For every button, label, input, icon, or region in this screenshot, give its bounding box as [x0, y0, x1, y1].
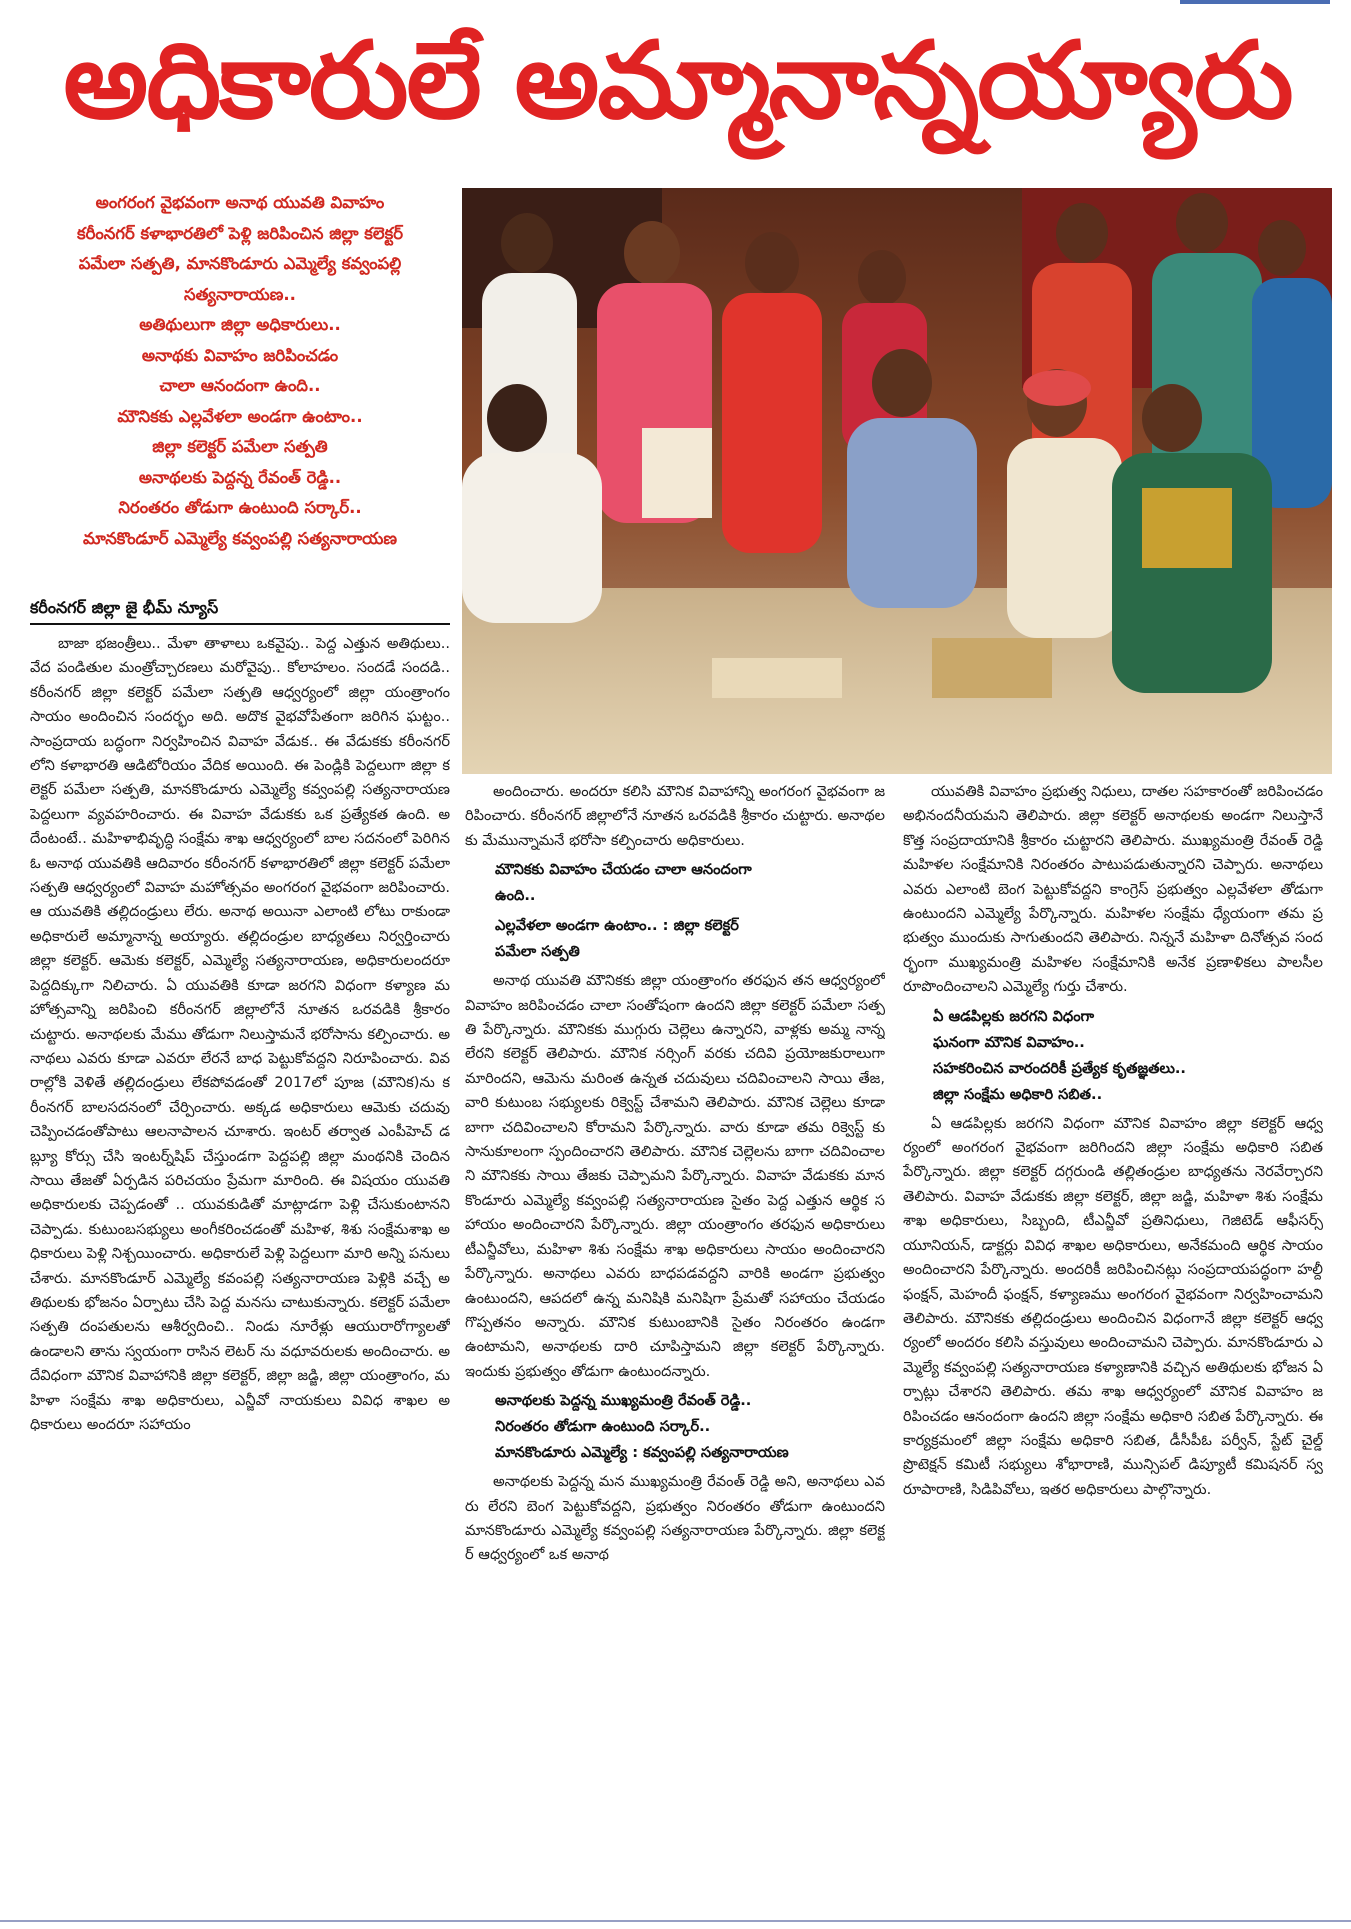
subhead-line: సత్యనారాయణ.. — [184, 284, 296, 304]
section-heading-line: నిరంతరం తోడుగా ఉంటుంది సర్కార్.. — [495, 1418, 711, 1436]
paragraph: అందించారు. అందరూ కలిసి మౌనిక వివాహాన్ని అంగరంగ వైభవంగా జరిపించారు. కరీంనగర్ జిల్లాలోనే నూతన ఒరవడికి శ్రీకారం చుట్టారు. అనాథలకు మేమున్నామనే భరోసా కల్పించారు అధికారులు. — [465, 783, 885, 849]
section-heading-line: జిల్లా సంక్షేమ అధికారి సబిత.. — [933, 1085, 1103, 1103]
paragraph: అనాథలకు పెద్దన్న మన ముఖ్యమంత్రి రేవంత్ రెడ్డి అని, అనాథలు ఎవరు లేరని బెంగ పెట్టుకోవద్దని, ప్రభుత్వం నిరంతరం తోడుగా ఉంటుందని మానకొండూరు ఎమ్మెల్యే కవ్వంపల్లి సత్యనారాయణ పేర్కొన్నారు. జిల్లా కలెక్టర్ ఆధ్వర్యంలో ఒక అనాథ — [465, 1473, 885, 1564]
section-heading-line: ఘనంగా మౌనిక వివాహం.. — [933, 1033, 1085, 1051]
section-heading — [465, 857, 885, 909]
section-heading-line: పమేలా సత్పతి — [495, 943, 580, 961]
subhead-line: అతిథులుగా జిల్లా అధికారులు.. — [139, 315, 341, 334]
section-heading-line: సహకరించిన వారందరికీ ప్రత్యేక కృతజ్ఞతలు.. — [933, 1059, 1186, 1077]
subhead-line: మౌనికకు ఎల్లవేళలా అండగా ఉంటాం.. — [117, 406, 363, 426]
byline: కరీంనగర్ జిల్లా జై భీమ్ న్యూస్ — [30, 598, 219, 617]
subhead-line: అనాథలకు పెద్దన్న రేవంత్ రెడ్డి.. — [138, 467, 342, 487]
paragraph: యువతికి వివాహం ప్రభుత్వ నిధులు, దాతల సహకారంతో జరిపించడం అభినందనీయమని తెలిపారు. జిల్లా కలెక్టర్ అనాథలకు అండగా నిలుస్తానే కొత్త సంప్రదాయానికి శ్రీకారం చుట్టారని తెలిపారు. ముఖ్యమంత్రి రేవంత్ రెడ్డి మహిళల సంక్షేమానికి నిరంతరం పాటుపడుతున్నారని చెప్పారు. అనాథలు ఎవరు ఎలాంటి బెంగ పెట్టుకోవద్దని కాంగ్రెస్ ప్రభుత్వం ఎల్లవేళలా తోడుగా ఉంటుందని ఎమ్మెల్యే పేర్కొన్నారు. మహిళల సంక్షేమ ధ్యేయంగా తమ ప్రభుత్వం ముందుకు సాగుతుందని తెలిపారు. నిన్ననే మహిళా దినోత్సవ సందర్భంగా ముఖ్యమంత్రి మహిళల సంక్షేమానికి అనేక ప్రణాళికలు పాలసీల రూపొందించాలని ఎమ్మెల్యే గుర్తు చేశారు. — [903, 783, 1323, 996]
headline: అధికారులే అమ్మానాన్నయ్యారు — [63, 19, 1292, 142]
section-heading-line: ఏ ఆడపిల్లకు జరగని విధంగా — [933, 1007, 1095, 1025]
byline-rule — [30, 623, 450, 625]
section-heading-line: మానకొండూరు ఎమ్మెల్యే : కవ్వంపల్లి సత్యనారాయణ — [495, 1444, 789, 1462]
subhead-line: మానకొండూర్ ఎమ్మెల్యే కవ్వంపల్లి సత్యనారాయణ — [82, 528, 398, 548]
bottom-rule — [0, 1920, 1351, 1922]
section-heading — [465, 1388, 885, 1466]
subhead-line: నిరంతరం తోడుగా ఉంటుంది సర్కార్.. — [118, 498, 362, 517]
subhead-line: అంగరంగ వైభవంగా అనాథ యువతి వివాహం — [95, 193, 385, 212]
paragraph: బాజా భజంత్రీలు.. మేళా తాళాలు ఒకవైపు.. పెద్ద ఎత్తున అతిథులు.. వేద పండితుల మంత్రోచ్చారణలు మరోవైపు.. కోలాహలం. సందడే సందడి.. కరీంనగర్ జిల్లా కలెక్టర్ పమేలా సత్పతి ఆధ్వర్యంలో జిల్లా యంత్రాంగం సాయం అందించిన సందర్భం అది. అదొక వైభవోపేతంగా జరిగిన ఘట్టం.. సాంప్రదాయ బద్ధంగా నిర్వహించిన వివాహ వేడుక.. ఈ వేడుకకు కరీంనగర్ లోని కళాభారతి ఆడిటోరియం వేదిక అయింది. ఈ పెండ్లికి పెద్దలుగా జిల్లా కలెక్టర్ పమేలా సత్పతి, మానకొండూరు ఎమ్మెల్యే కవ్వంపల్లి సత్యనారాయణ పెద్దలుగా వ్యవహరించారు. ఈ వివాహ వేడుకకు ఒక ప్రత్యేకత ఉంది. అదేంటంటే.. మహిళాభివృద్ధి సంక్షేమ శాఖ ఆధ్వర్యంలో బాల సదనంలో పెరిగిన ఓ అనాథ యువతికి ఆదివారం కరీంనగర్ కళాభారతిలో జిల్లా కలెక్టర్ పమేలా సత్పతి ఆధ్వర్యంలో వివాహ మహోత్సవం అంగరంగ వైభవంగా జరిపించారు. ఆ యువతికి తల్లిదండ్రులు లేరు. అనాథ అయినా ఎలాంటి లోటు రాకుండా అధికారులే అమ్మానాన్న అయ్యారు. తల్లిదండ్రుల బాధ్యతలు నిర్వర్తించారు జిల్లా కలెక్టర్. ఆమెకు కలెక్టర్, ఎమ్మెల్యే సత్యనారాయణ, అధికారులందరూ పెద్దదిక్కుగా నిలిచారు. ఏ యువతికి కూడా జరగని విధంగా కళ్యాణ మహోత్సవాన్ని జరిపించి కరీంనగర్ జిల్లాలోనే నూతన ఒరవడికి శ్రీకారం చుట్టారు. అనాథలకు మేము తోడుగా నిలుస్తామనే భరోసాను కల్పించారు. అనాథలు ఎవరు కూడా ఎవరూ లేరనే బాధ పెట్టుకోవద్దని నిరూపించారు. వివరాల్లోకి వెళితే తల్లిదండ్రులు లేకపోవడంతో 2017లో పూజ (మౌనిక)ను కరీంనగర్ బాలసదనంలో చేర్పించారు. అక్కడ అధికారులు ఆమెకు చదువు చెప్పించడంతోపాటు ఆలనాపాలన చూశారు. ఇంటర్ తర్వాత ఎంపీహెచ్ డబ్ల్యూ కోర్సు చేసి ఇంటర్న్‌షిప్ చేస్తుండగా పెద్దపల్లి జిల్లా మంథనికి చెందిన సాయి తేజతో ఏర్పడిన పరిచయం ప్రేమగా మారింది. ఈ విషయం యువతి అధికారులకు చెప్పడంతో .. యువకుడితో మాట్లాడగా పెళ్లి చేసుకుంటానని చెప్పాడు. కుటుంబసభ్యులు అంగీకరించడంతో మహిళ, శిశు సంక్షేమశాఖ అధికారులు పెళ్లి నిశ్చయించారు. అధికారులే పెళ్లి పెద్దలుగా మారి అన్ని పనులు చేశారు. మానకొండూర్ ఎమ్మెల్యే కవంపల్లి సత్యనారాయణ పెళ్లికి వచ్చే అతిథులకు భోజనం ఏర్పాటు చేసి పెద్ద మనసు చాటుకున్నారు. కలెక్టర్ పమేలా సత్పతి దంపతులను ఆశీర్వదించి.. నిండు నూరేళ్లు ఆయురారోగ్యాలతో ఉండాలని తాను స్వయంగా రాసిన లెటర్ ను వధూవరులకు అందించారు. అదేవిధంగా మౌనిక వివాహానికి జిల్లా కలెక్టర్, జిల్లా జడ్జి, జిల్లా యంత్రాంగం, మహిళా సంక్షేమ శాఖ అధికారులు, ఎన్జీవో నాయకులు వివిధ శాఖల అధికారులు అందరూ సహాయం — [30, 635, 450, 1433]
subhead-line: పమేలా సత్పతి, మానకొండూరు ఎమ్మెల్యే కవ్వంపల్లి — [78, 254, 402, 273]
article-column-1 — [30, 632, 450, 1907]
paragraph: అనాథ యువతి మౌనికకు జిల్లా యంత్రాంగం తరఫున తన ఆధ్వర్యంలో వివాహం జరిపించడం చాలా సంతోషంగా ఉందని జిల్లా కలెక్టర్ పమేలా సత్పతి పేర్కొన్నారు. మౌనికకు ముగ్గురు చెల్లెలు ఉన్నారని, వాళ్లకు అమ్మ నాన్న లేరని కలెక్టర్ తెలిపారు. మౌనిక నర్సింగ్ వరకు చదివి ప్రయోజకురాలుగా మారిందని, ఆమెను మరింత ఉన్నత చదువులు చదివించాలని సాయి తేజ, వారి కుటుంబ సభ్యులకు రిక్వెస్ట్ చేశామని తెలిపారు. మౌనిక చెల్లెలు కూడా బాగా చదివించాలని కోరామని పేర్కొన్నారు. వారు కూడా తమ రిక్వెస్ట్ కు సానుకూలంగా స్పందించారని తెలిపారు. మౌనిక చెల్లెలను బాగా చదివించాలని మౌనికకు సాయి తేజకు చెప్పామని పేర్కొన్నారు. వివాహ వేడుకకు మానకొండూరు ఎమ్మెల్యే కవ్వంపల్లి సత్యనారాయణ సైతం పెద్ద ఎత్తున ఆర్థిక సహాయం అందించారని పేర్కొన్నారు. జిల్లా యంత్రాంగం తరఫున అధికారులు టీఎన్జీవోలు, మహిళా శిశు సంక్షేమ శాఖ అధికారులు సాయం అందించారని పేర్కొన్నారు. అనాథలు ఎవరు బాధపడవద్దని వారికి అండగా ప్రభుత్వం ఉంటుందని, ఆపదలో ఉన్న మనిషికి మనిషిగా ప్రేమతో సహాయం చేయడం గొప్పతనం అన్నారు. మౌనిక కుటుంబానికి సైతం నిరంతరం ఉండగా ఉంటామని, అనాథలకు దారి చూపిస్తామని జిల్లా కలెక్టర్ పేర్కొన్నారు. ఇందుకు ప్రభుత్వం తోడుగా ఉంటుందన్నారు. — [465, 972, 885, 1380]
section-heading-line: అనాథలకు పెద్దన్న ముఖ్యమంత్రి రేవంత్ రెడ్డి.. — [495, 1392, 752, 1410]
top-accent-line — [1180, 0, 1330, 4]
subhead-line: అనాథకు వివాహం జరిపించడం — [141, 345, 339, 365]
paragraph: ఏ ఆడపిల్లకు జరగని విధంగా మౌనిక వివాహం జిల్లా కలెక్టర్ ఆధ్వర్యంలో అంగరంగ వైభవంగా జరిగిందని జిల్లా సంక్షేమ అధికారి సబిత పేర్కొన్నారు. జిల్లా కలెక్టర్ దగ్గరుండి తల్లితండ్రుల బాధ్యతను నెరవేర్చారని తెలిపారు. వివాహ వేడుకకు జిల్లా కలెక్టర్, జిల్లా జడ్జి, మహిళా శిశు సంక్షేమ శాఖ అధికారులు, సిబ్బంది, టీఎన్జీవో ప్రతినిధులు, గెజిటెడ్ ఆఫీసర్స్ యూనియన్, డాక్టర్లు వివిధ శాఖల అధికారులు, అనేకమంది ఆర్థిక సాయం అందించారని పేర్కొన్నారు. అందరికీ జరిపించినట్లు సంప్రదాయపద్ధంగా హల్దీ ఫంక్షన్, మెహందీ ఫంక్షన్, కళ్యాణము అంగరంగ వైభవంగా నిర్వహించామని తెలిపారు. మౌనికకు తల్లిదండ్రులు అందించిన విధంగానే జిల్లా కలెక్టర్ ఆధ్వర్యంలో అందరం కలిసి వస్తువులు అందించామని చెప్పారు. మానకొండూరు ఎమ్మెల్యే కవ్వంపల్లి సత్యనారాయణ కళ్యాణానికి వచ్చిన అతిథులకు భోజన ఏర్పాట్లు చేశారని తెలిపారు. తమ శాఖ ఆధ్వర్యంలో మౌనిక వివాహం జరిపించడం ఆనందంగా ఉందని జిల్లా సంక్షేమ అధికారి సబిత పేర్కొన్నారు. ఈ కార్యక్రమంలో జిల్లా సంక్షేమ అధికారి సబిత, డీసీపీఓ పర్వీన్, స్టేట్ చైల్డ్ ప్రొటెక్షన్ కమిటీ సభ్యులు శోభారాణి, మున్సిపల్ డిప్యూటీ కమిషనర్ స్వరూపారాణి, సిడిపివోలు, ఇతర అధికారులు పాల్గొన్నారు. — [903, 1114, 1323, 1498]
article-column-3 — [903, 780, 1323, 1910]
subhead-line: కరీంనగర్ కళాభారతిలో పెళ్లి జరిపించిన జిల్లా కలెక్టర్ — [77, 223, 403, 243]
subheads — [30, 188, 450, 554]
section-heading — [903, 1004, 1323, 1108]
section-heading-line: మౌనికకు వివాహం చేయడం చాలా ఆనందంగా — [495, 861, 752, 879]
section-heading-line: ఉంది.. — [495, 887, 536, 905]
article-column-2 — [465, 780, 885, 1910]
section-heading-line: ఎల్లవేళలా అండగా ఉంటాం.. : జిల్లా కలెక్టర్ — [495, 917, 739, 935]
section-heading — [465, 913, 885, 965]
wedding-photo — [462, 188, 1332, 774]
subhead-line: చాలా ఆనందంగా ఉంది.. — [159, 376, 321, 395]
subhead-line: జిల్లా కలెక్టర్ పమేలా సత్పతి — [152, 437, 328, 456]
